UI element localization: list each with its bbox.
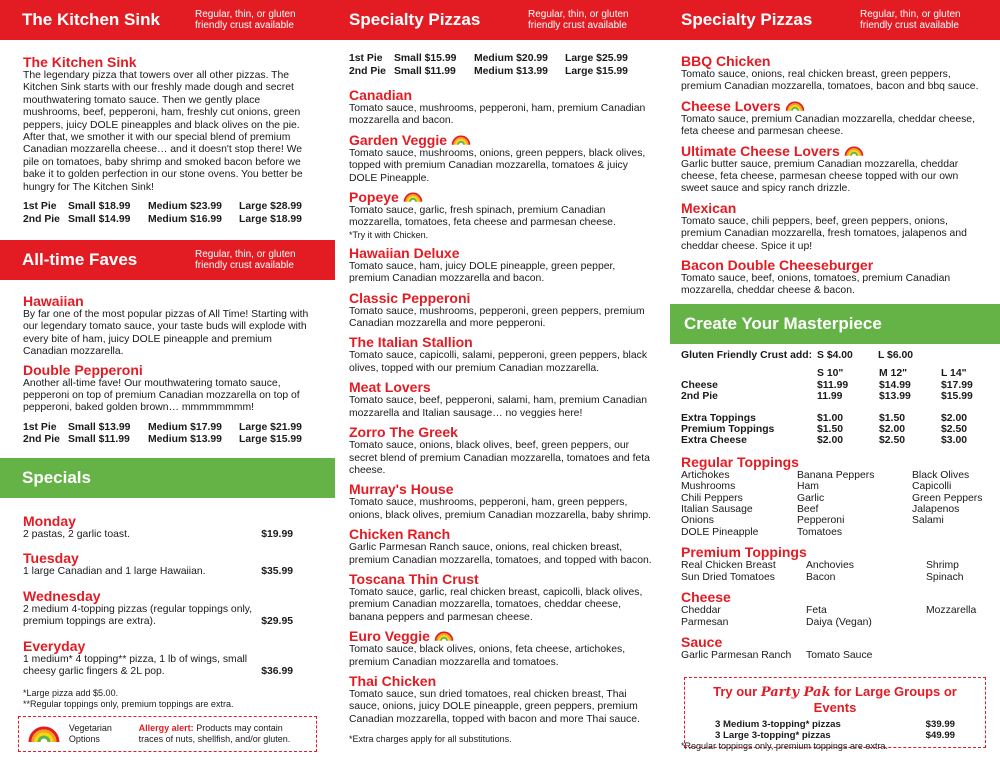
specials-band [0,458,335,498]
topping-item [912,527,984,538]
topping-item: Pepperoni [797,515,845,527]
menu-item [349,132,656,185]
party-pak-box [684,677,986,748]
topping-item: Parmesan [681,616,729,628]
special-description: 2 pastas, 2 garlic toast. [23,529,130,540]
topping-item: Tomatoes [797,526,843,538]
pizza-description: By far one of the most popular pizzas of All Time! Starting with our legendary tomato sauce, your taste buds will explode with every bite of ham, juicy DOLE pineapple and premium Canadian mozzarella. [23,309,309,358]
pizza-name: Toscana Thin Crust [349,570,479,587]
menu-item [349,189,656,241]
pizza-name: The Kitchen Sink [23,54,137,70]
topping-item: Real Chicken Breast [681,560,776,572]
price-table [349,53,656,78]
special-price: $29.95 [261,616,293,628]
topping-item: Banana Peppers [797,469,875,481]
vegetarian-rainbow-icon [784,100,806,112]
party-pak-row: 3 Medium 3-topping* pizzas $39.99 [715,719,955,730]
gluten-crust-row: Gluten Friendly Crust add: S $4.00 L $6.00 [681,350,914,361]
section-title: Specials [22,468,91,487]
menu-item [681,98,986,139]
pizza-name: Double Pepperoni [23,361,143,378]
topping-item: Anchovies [806,560,854,572]
crust-note: Regular, thin, or gluten friendly crust available [195,9,296,31]
topping-item: Beef [797,504,819,516]
menu-item [349,481,656,522]
all-time-faves-section [0,293,335,447]
topping-item: Chili Peppers [681,492,743,504]
pizza-description: Tomato sauce, garlic, real chicken breast, capicolli, black olives, premium Canadian mozzarella, tomatoes, cheddar cheese, banana peppers and parmesan cheese. [349,586,643,623]
topping-item: Salami [912,515,944,527]
menu-item [349,571,656,624]
crust-note: Regular, thin, or gluten friendly crust available [860,9,961,31]
special-day: Monday [23,513,76,529]
menu-item [23,362,313,415]
special-monday [23,513,293,541]
specials-footnotes: *Large pizza add $5.00. **Regular toppings only, premium toppings are extra. [23,688,234,710]
menu-item [349,379,656,420]
topping-item: Italian Sausage [681,504,753,516]
menu-item [349,526,656,567]
pizza-description: Tomato sauce, mushrooms, pepperoni, green peppers, premium Canadian mozzarella and more pepperoni. [349,305,645,330]
pizza-description: Tomato sauce, mushrooms, onions, green peppers, black olives, topped with premium Canadian mozzarella, tomatoes & juicy DOLE Pineapple. [349,147,646,184]
pizza-description: Tomato sauce, onions, black olives, beef, green peppers, our secret blend of premium Canadian mozzarella, tomatoes and feta cheese. [349,440,650,476]
pizza-name: Mexican [681,199,737,216]
menu-item [681,53,986,94]
extras-price-table: Extra Toppings $1.00 $1.50 $2.00 Premium Toppings $1.50 $2.00 $2.50 Extra Cheese $2.00 $2.50 $3.00 [681,412,968,447]
specialty-pizzas-band [670,0,1000,40]
column-left [0,0,335,773]
pizza-name: Popeye [349,189,656,205]
masterpiece-band [670,304,1000,344]
pizza-description: Tomato sauce, mushrooms, pepperoni, ham, premium Canadian mozzarella and bacon. [349,103,646,127]
pizza-name: Meat Lovers [349,379,431,396]
vegetarian-rainbow-icon [402,191,424,203]
section-title: Specialty Pizzas [681,10,813,29]
pizza-name: Cheese Lovers [681,98,986,114]
regular-toppings-title: Regular Toppings [681,453,799,470]
pizza-description: Tomato sauce, beef, pepperoni, salami, ham, premium Canadian mozzarella and Italian sausage… no veggies here! [349,395,648,419]
special-price: $35.99 [261,566,293,578]
specials-section [0,513,315,710]
pizza-description: Tomato sauce, onions, real chicken breast, green peppers, premium Canadian mozzarella, tomatoes, bacon and bbq sauce. [681,69,979,93]
price-row: 2nd Pie Small $11.99 Medium $13.99 Large $15.99 [349,65,628,77]
pizza-description: Tomato sauce, premium Canadian mozzarella, cheddar cheese, feta cheese and parmesan cheese. [681,113,975,138]
topping-item: Jalapenos [912,504,960,516]
topping-item: Feta [806,605,827,617]
price-row: 1st Pie Small $13.99 Medium $17.99 Large $21.99 [23,421,302,433]
pizza-name: Hawaiian [23,293,84,309]
vegetarian-rainbow-icon [450,134,472,146]
pizza-name: Garden Veggie [349,132,656,148]
special-description: 1 medium* 4 topping** pizza, 1 lb of wings, small cheesy garlic fingers & 2L pop. [23,653,248,678]
special-price: $36.99 [261,666,293,678]
topping-item: Ham [797,481,819,493]
pizza-description: Tomato sauce, mushrooms, pepperoni, ham, green peppers, onions, black olives, premium Canadian mozzarella, baby shrimp. [349,497,652,521]
topping-item: Tomato Sauce [806,649,873,661]
topping-item: Artichokes [681,469,730,481]
premium-toppings-title: Premium Toppings [681,544,807,561]
pizza-name: Thai Chicken [349,672,437,689]
pizza-description: Tomato sauce, capicolli, salami, pepperoni, green peppers, black olives, topped with our premium Canadian mozzarella. [349,350,648,374]
pizza-description: Tomato sauce, ham, juicy DOLE pineapple, green pepper, premium Canadian mozzarella and bacon. [349,260,616,285]
special-price: $19.99 [261,529,293,540]
specialty-pizzas-band [335,0,670,40]
topping-item: Garlic [797,492,825,504]
pizza-name: BBQ Chicken [681,53,771,69]
vegetarian-label: Vegetarian Options [68,723,112,744]
masterpiece-section [681,350,984,661]
column-right [670,0,1000,773]
menu-item [349,245,656,286]
cheese-grid [681,605,984,628]
all-time-faves-band [0,240,335,280]
pizza-name: Ultimate Cheese Lovers [681,143,986,159]
cheese-title: Cheese [681,589,731,606]
pizza-description: Tomato sauce, black olives, onions, feta cheese, artichokes, premium Canadian mozzarella and tomatoes. [349,644,626,668]
toppings-footnote: *Regular toppings only, premium toppings are extra. [681,741,888,751]
topping-item: DOLE Pineapple [681,526,759,538]
allergy-alert: Allergy alert: Products may contain traces of nuts, shellfish, and/or gluten. [138,723,291,744]
menu-item [681,200,986,253]
special-day: Everyday [23,637,86,654]
regular-toppings-grid [681,470,984,538]
menu-item [349,628,656,669]
pizza-name: The Italian Stallion [349,334,473,351]
topping-item: Daiya (Vegan) [806,616,872,628]
price-row: 1st Pie Small $18.99 Medium $23.99 Large $28.99 [23,201,302,213]
crust-note: Regular, thin, or gluten friendly crust available [528,9,629,31]
topping-item: Mozzarella [926,605,977,617]
vegetarian-rainbow-icon [843,145,865,157]
pizza-description: Another all-time fave! Our mouthwatering tomato sauce, pepperoni on top of premium Canadian mozzarella on top of pepperoni, baked golden brown… mmmmmmmm! [23,377,300,414]
specialty-pizzas-list [670,40,1000,298]
topping-item: Onions [681,515,714,527]
legend-box [18,716,317,752]
special-description: 1 large Canadian and 1 large Hawaiian. [23,566,206,578]
price-row: 1st Pie Small $15.99 Medium $20.99 Large $25.99 [349,53,628,64]
pizza-name: Euro Veggie [349,628,656,644]
substitution-footnote: *Extra charges apply for all substitutions. [349,734,512,745]
pizza-description: Tomato sauce, sun dried tomatoes, real chicken breast, Thai sauce, onions, juicy DOLE pineapple, green peppers, premium Canadian mozzarella, topped with bacon and more Thai sauce. [349,688,640,725]
party-pak-title: Try our Party Pak for Large Groups or Events [713,684,957,715]
topping-item [926,617,984,628]
section-title: Create Your Masterpiece [684,314,882,333]
pizza-description: Garlic Parmesan Ranch sauce, onions, real chicken breast, premium Canadian mozzarella, tomatoes, and topped with bacon. [349,542,652,566]
pizza-name: Zorro The Greek [349,424,458,441]
pizza-name: Murray's House [349,481,454,498]
section-title: Specialty Pizzas [349,10,481,29]
price-table [23,422,313,447]
topping-item: Mushrooms [681,481,736,493]
menu-item [349,424,656,477]
premium-toppings-grid [681,560,984,583]
pizza-name: Canadian [349,87,413,103]
price-table [23,201,313,226]
topping-item: Black Olives [912,469,970,481]
section-title: All-time Faves [22,250,138,269]
pizza-name: Hawaiian Deluxe [349,244,460,261]
price-row: 2nd Pie Small $14.99 Medium $16.99 Large $18.99 [23,213,302,225]
column-middle [335,0,670,773]
topping-item: Garlic Parmesan Ranch [681,649,792,661]
pizza-name: Chicken Ranch [349,526,451,543]
kitchen-sink-section [0,40,335,226]
pizza-description: Tomato sauce, beef, onions, tomatoes, premium Canadian mozzarella, cheddar cheese & bacon. [681,273,951,297]
sauce-grid [681,650,984,661]
vegetarian-rainbow-icon [27,724,61,744]
menu-item [681,257,986,298]
kitchen-sink-band [0,0,335,40]
topping-item: Cheddar [681,605,721,617]
menu-item [23,293,313,359]
topping-item: Capicolli [912,481,952,493]
size-price-table: S 10" M 12" L 14" Cheese $11.99 $14.99 $17.99 2nd Pie 11.99 $13.99 $15.99 [681,368,973,403]
pizza-description: Tomato sauce, garlic, fresh spinach, premium Canadian mozzarella, tomatoes, feta cheese and parmesan cheese. [349,205,616,229]
pizza-note: *Try it with Chicken. [349,229,429,240]
menu-item [349,673,656,726]
crust-note: Regular, thin, or gluten friendly crust available [195,249,296,271]
price-row: 2nd Pie Small $11.99 Medium $13.99 Large $15.99 [23,434,302,446]
specialty-pizzas-list [335,40,670,745]
pizza-name: Bacon Double Cheeseburger [681,257,874,274]
topping-item: Green Peppers [912,492,983,504]
menu-item [349,290,656,331]
party-pak-row: 3 Large 3-topping* pizzas $49.99 [715,730,955,741]
sauce-title: Sauce [681,633,723,650]
menu-item [681,143,986,196]
vegetarian-rainbow-icon [433,630,455,642]
topping-item: Sun Dried Tomatoes [681,571,775,583]
special-wednesday [23,588,293,629]
special-description: 2 medium 4-topping pizzas (regular toppings only, premium toppings are extra). [23,603,253,628]
special-tuesday [23,550,293,578]
special-day: Wednesday [23,587,101,604]
topping-item: Spinach [926,571,964,583]
pizza-description: Garlic butter sauce, premium Canadian mozzarella, cheddar cheese, feta cheese, parmesan cheese topped with our own sweet sauce and spicy ranch drizzle. [681,158,959,195]
pizza-name: Classic Pepperoni [349,289,471,306]
special-everyday [23,638,293,679]
topping-item: Bacon [806,571,836,583]
party-pak-logo: Party Pak [760,685,831,700]
section-title: The Kitchen Sink [22,10,160,29]
topping-item [926,650,984,661]
pizza-description: Tomato sauce, chili peppers, beef, green peppers, onions, premium Canadian mozzarella, fresh tomatoes, jalapenos and cheddar cheese. Spice it up! [681,215,967,252]
topping-item: Shrimp [926,560,959,572]
special-day: Tuesday [23,550,79,567]
pizza-description: The legendary pizza that towers over all other pizzas. The Kitchen Sink starts with our freshly made dough and secret mouthwatering tomato sauce. Then we gently place mushrooms, beef, pepperoni, ham, freshly cut onions, green peppers, juicy DOLE pineapples and black olives on the pie. After that, we smother it with our special blend of premium Canadian mozzarella cheese… and it doesn't stop there! We pile on tomatoes, baby shrimp and smoked bacon before we bake it to golden perfection in our stone ovens. You better be hungry for The Kitchen Sink! [23,70,303,193]
menu-item [349,87,656,128]
menu-item [349,334,656,375]
